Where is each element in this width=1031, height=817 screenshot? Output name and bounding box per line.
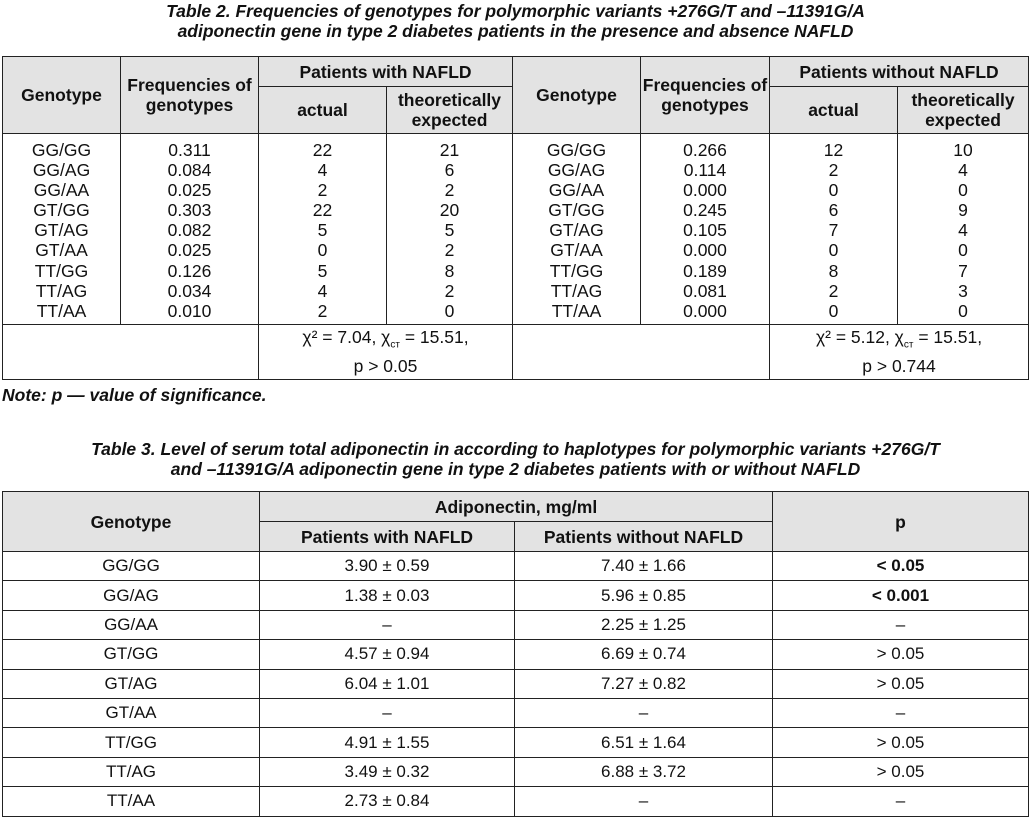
- table-cell-value: TT/AG: [35, 280, 88, 301]
- table2: [2, 56, 1029, 380]
- t3-cell-p: –: [773, 610, 1029, 639]
- t3-cell-p: > 0.05: [773, 728, 1029, 757]
- table-cell-value: 4: [958, 160, 968, 181]
- table3-caption-line1: Table 3. Level of serum total adiponectin in according to haplotypes for polymorphic variants +276G/T: [91, 439, 940, 459]
- table2-caption-line2: adiponectin gene in type 2 diabetes patients in the presence and absence NAFLD: [177, 21, 854, 41]
- t3-cell-genotype: TT/GG: [3, 728, 260, 757]
- table-cell-value: 2: [828, 280, 839, 301]
- t3-header-genotype: Genotype: [3, 492, 260, 552]
- t2-header-expected-left: theoretically expected: [387, 87, 513, 134]
- t3-cell-genotype: GG/AG: [3, 581, 260, 610]
- t2-header-with-nafld: Patients with NAFLD: [259, 57, 513, 87]
- t2-stat-right-empty: [513, 325, 770, 380]
- t2-left-genotypes: [3, 134, 121, 325]
- table-cell-value: 2: [317, 180, 328, 201]
- table-cell-value: 0.084: [167, 160, 212, 181]
- table-cell-value: 0: [828, 300, 839, 321]
- table-cell-value: TT/AA: [551, 300, 602, 321]
- t3-cell-p: < 0.001: [773, 581, 1029, 610]
- t2-right-genotypes: [513, 134, 641, 325]
- table-cell-value: 9: [958, 200, 968, 221]
- table-cell-value: GG/AA: [548, 180, 605, 201]
- t3-header-with-nafld: Patients with NAFLD: [260, 522, 515, 552]
- table-cell-value: 2: [317, 300, 328, 321]
- table-cell-value: 0.303: [167, 200, 212, 221]
- table-cell-value: 0.000: [683, 300, 727, 321]
- t3-cell-with: –: [260, 610, 515, 639]
- t3-header-adiponectin: Adiponectin, mg/ml: [260, 492, 773, 522]
- table-cell-value: GG/AG: [547, 160, 606, 181]
- table-cell-value: 2: [444, 280, 455, 301]
- table3-caption: [0, 439, 1031, 479]
- t3-cell-p: > 0.05: [773, 669, 1029, 698]
- table-cell-value: 8: [828, 260, 839, 281]
- table-cell-value: 20: [439, 200, 460, 221]
- table-cell-value: 0.189: [683, 260, 727, 281]
- table-cell-value: 0: [828, 240, 839, 261]
- t3-cell-without: –: [515, 698, 773, 727]
- t3-cell-genotype: TT/AA: [3, 787, 260, 816]
- t2-stat-right-line2: p > 0.744: [862, 355, 936, 376]
- table-cell-value: 4: [317, 160, 328, 181]
- t3-cell-p: > 0.05: [773, 757, 1029, 786]
- t3-cell-genotype: GT/AG: [3, 669, 260, 698]
- table-cell-value: 0.311: [168, 140, 211, 160]
- table-cell-value: 0.025: [167, 240, 212, 261]
- table-cell-value: 6: [828, 200, 839, 221]
- t3-cell-without: 7.40 ± 1.66: [515, 552, 773, 581]
- table2-caption: [0, 1, 1031, 41]
- table-row: [3, 757, 1029, 786]
- table-row: [3, 640, 1029, 669]
- table-cell-value: 22: [312, 200, 333, 221]
- t3-cell-without: 6.69 ± 0.74: [515, 640, 773, 669]
- table-cell-value: GG/AG: [32, 160, 91, 181]
- table-cell-value: 0.000: [683, 240, 727, 261]
- table-cell-value: 0.114: [683, 160, 727, 181]
- t2-stat-right: [770, 325, 1029, 380]
- table-cell-value: GG/AA: [33, 180, 90, 201]
- t2-header-actual-right: actual: [770, 87, 898, 134]
- table2-note: Note: p — value of significance.: [2, 385, 267, 405]
- t2-header-without-nafld: Patients without NAFLD: [770, 57, 1029, 87]
- table-row: [3, 610, 1029, 639]
- t2-header-actual-left: actual: [259, 87, 387, 134]
- t2-stat-left: [259, 325, 513, 380]
- t2-stat-right-line1: χ² = 5.12, $\chi_{ст} = 15.51$,: [815, 327, 983, 351]
- table-row: [3, 669, 1029, 698]
- t3-cell-with: 3.90 ± 0.59: [260, 552, 515, 581]
- t2-right-freqs: [641, 134, 770, 325]
- t3-cell-with: 4.57 ± 0.94: [260, 640, 515, 669]
- table-cell-value: 0.266: [683, 140, 727, 160]
- table-cell-value: TT/AG: [550, 280, 603, 301]
- t2-stat-left-empty: [3, 325, 259, 380]
- table-cell-value: 22: [312, 140, 333, 160]
- t2-header-freq-left: Frequencies of genotypes: [121, 57, 259, 134]
- t3-cell-without: 6.88 ± 3.72: [515, 757, 773, 786]
- table-cell-value: 0: [317, 240, 328, 261]
- table3-caption-line2: and –11391G/A adiponectin gene in type 2 diabetes patients with or without NAFLD: [170, 459, 861, 479]
- table-cell-value: 0.034: [167, 280, 212, 301]
- t3-cell-genotype: GG/AA: [3, 610, 260, 639]
- t2-stat-left-line2: p > 0.05: [353, 355, 418, 376]
- t3-cell-p: –: [773, 698, 1029, 727]
- table-cell-value: 5: [317, 220, 328, 241]
- table-cell-value: GG/GG: [546, 140, 607, 160]
- table-cell-value: 2: [444, 240, 455, 261]
- table-cell-value: 3: [958, 280, 968, 301]
- table-cell-value: GT/AA: [35, 240, 88, 261]
- t2-left-expected: [387, 134, 513, 325]
- table-cell-value: 0.105: [683, 220, 727, 241]
- t3-cell-with: 4.91 ± 1.55: [260, 728, 515, 757]
- table-cell-value: TT/GG: [34, 260, 89, 281]
- t2-header-genotype-right: Genotype: [513, 57, 641, 134]
- table-cell-value: 0.000: [683, 180, 727, 201]
- t3-cell-without: 7.27 ± 0.82: [515, 669, 773, 698]
- table2-caption-line1: Table 2. Frequencies of genotypes for polymorphic variants +276G/T and –11391G/A: [166, 1, 865, 21]
- table-cell-value: 0.025: [167, 180, 212, 201]
- t3-cell-with: 3.49 ± 0.32: [260, 757, 515, 786]
- t3-cell-without: 5.96 ± 0.85: [515, 581, 773, 610]
- table-row: [3, 698, 1029, 727]
- t3-cell-genotype: GT/AA: [3, 698, 260, 727]
- t2-header-freq-right: Frequencies of genotypes: [641, 57, 770, 134]
- t2-right-expected: [898, 134, 1029, 325]
- t3-body: [3, 552, 1029, 817]
- table-cell-value: 0.010: [167, 300, 212, 321]
- t3-header-without-nafld: Patients without NAFLD: [515, 522, 773, 552]
- t2-right-actual: [770, 134, 898, 325]
- table-cell-value: 5: [444, 220, 455, 241]
- t2-header-genotype-left: Genotype: [3, 57, 121, 134]
- table-cell-value: 0.245: [683, 200, 727, 221]
- table-cell-value: GT/GG: [548, 200, 605, 221]
- t2-stat-left-line1: χ² = 7.04, $\chi_{ст} = 15.51$,: [302, 327, 469, 351]
- t3-cell-p: > 0.05: [773, 640, 1029, 669]
- table-row: [3, 728, 1029, 757]
- table-cell-value: 7: [828, 220, 839, 241]
- t3-cell-without: –: [515, 787, 773, 816]
- table-cell-value: 0: [958, 300, 968, 321]
- table-cell-value: 0: [958, 240, 968, 261]
- t3-cell-with: –: [260, 698, 515, 727]
- t2-left-freqs: [121, 134, 259, 325]
- table-cell-value: 12: [823, 140, 844, 160]
- table-cell-value: 0: [828, 180, 839, 201]
- table3: [2, 491, 1029, 817]
- table-row: [3, 787, 1029, 816]
- t3-cell-with: 1.38 ± 0.03: [260, 581, 515, 610]
- table-cell-value: 0.082: [167, 220, 212, 241]
- t2-left-actual: [259, 134, 387, 325]
- table-cell-value: 8: [444, 260, 455, 281]
- table-cell-value: 2: [444, 180, 455, 201]
- table-cell-value: 6: [444, 160, 455, 181]
- table-cell-value: GT/AG: [549, 220, 604, 241]
- table-cell-value: TT/AA: [36, 300, 87, 321]
- table-row: [3, 552, 1029, 581]
- t3-header-p: p: [773, 492, 1029, 552]
- table-cell-value: 2: [828, 160, 839, 181]
- t3-cell-p: < 0.05: [773, 552, 1029, 581]
- t3-cell-without: 6.51 ± 1.64: [515, 728, 773, 757]
- t3-cell-p: –: [773, 787, 1029, 816]
- table-cell-value: 5: [317, 260, 328, 281]
- t2-header-expected-right: theoretically expected: [898, 87, 1029, 134]
- table-cell-value: 21: [439, 140, 460, 160]
- table-cell-value: TT/GG: [549, 260, 604, 281]
- t3-cell-with: 2.73 ± 0.84: [260, 787, 515, 816]
- table-cell-value: 4: [958, 220, 968, 241]
- t3-cell-without: 2.25 ± 1.25: [515, 610, 773, 639]
- table-cell-value: 0: [958, 180, 968, 201]
- table-cell-value: GT/GG: [33, 200, 90, 221]
- t3-cell-genotype: GT/GG: [3, 640, 260, 669]
- table-cell-value: 4: [317, 280, 328, 301]
- t3-cell-genotype: GG/GG: [3, 552, 260, 581]
- table-cell-value: 10: [953, 140, 973, 160]
- table-cell-value: 0: [444, 300, 455, 321]
- table-cell-value: GG/GG: [31, 140, 92, 160]
- table-cell-value: 7: [958, 260, 968, 281]
- table-row: [3, 581, 1029, 610]
- table-cell-value: 0.081: [683, 280, 727, 301]
- table-cell-value: GT/AG: [34, 220, 89, 241]
- table-cell-value: 0.126: [167, 260, 212, 281]
- table-cell-value: GT/AA: [550, 240, 603, 261]
- t3-cell-genotype: TT/AG: [3, 757, 260, 786]
- t3-cell-with: 6.04 ± 1.01: [260, 669, 515, 698]
